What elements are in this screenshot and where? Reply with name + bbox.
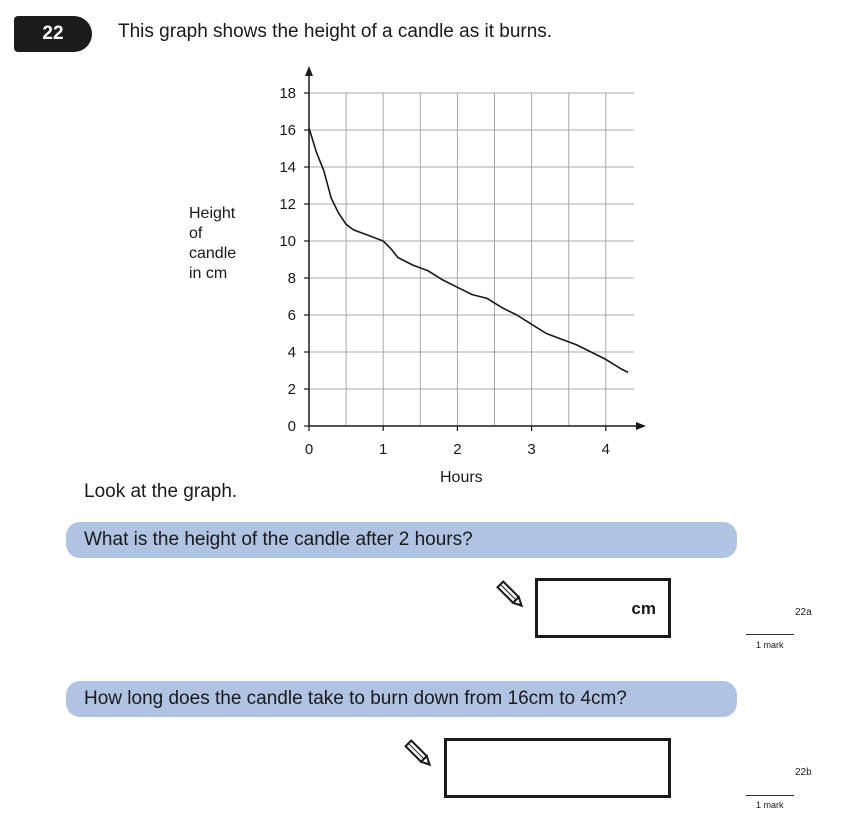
y-axis-arrow	[305, 66, 313, 76]
mark-divider	[746, 634, 794, 635]
y-tick-label: 10	[279, 233, 296, 250]
chart-y-axis-label	[189, 204, 236, 284]
part-b-prompt-text: How long does the candle take to burn down from 16cm to 4cm?	[84, 688, 627, 709]
answer-unit: cm	[631, 599, 656, 618]
y-label-line: of	[189, 225, 203, 242]
y-tick-label: 18	[279, 85, 296, 102]
part-a-mark-code: 22a	[795, 607, 812, 618]
y-tick-label: 16	[279, 122, 296, 139]
y-tick-label: 4	[287, 344, 296, 361]
x-tick-label: 4	[601, 441, 610, 458]
part-b-prompt	[66, 681, 737, 717]
part-a-answer-box[interactable]	[535, 578, 671, 638]
y-label-line: candle	[189, 245, 237, 262]
x-tick-label: 0	[304, 441, 314, 458]
part-b-mark-code: 22b	[795, 767, 812, 778]
part-a-mark-text: 1 mark	[756, 640, 784, 650]
x-tick-label: 3	[527, 441, 536, 458]
part-b-mark-text: 1 mark	[756, 800, 784, 810]
part-a-prompt	[66, 522, 737, 558]
chart-ticks	[279, 85, 610, 458]
chart-grid	[309, 93, 634, 426]
question-number: 22	[42, 23, 64, 44]
y-label-line: in cm	[189, 265, 228, 282]
y-tick-label: 12	[279, 196, 296, 213]
chart-axes	[305, 66, 646, 430]
look-instruction: Look at the graph.	[84, 481, 238, 502]
candle-height-line	[309, 128, 628, 372]
y-tick-label: 2	[287, 381, 296, 398]
chart-series	[309, 128, 628, 372]
y-tick-label: 14	[279, 159, 296, 176]
pencil-icon	[404, 737, 434, 771]
x-tick-label: 1	[379, 441, 388, 458]
chart-x-axis-label: Hours	[440, 469, 483, 486]
part-a-prompt-text: What is the height of the candle after 2 hours?	[84, 529, 473, 550]
y-label-line: Height	[189, 205, 236, 222]
mark-divider	[746, 795, 794, 796]
y-tick-label: 0	[287, 418, 296, 435]
y-tick-label: 8	[287, 270, 296, 287]
y-tick-label: 6	[287, 307, 296, 324]
part-b-answer-box[interactable]	[444, 738, 671, 798]
question-intro: This graph shows the height of a candle as it burns.	[118, 21, 553, 42]
pencil-icon	[496, 578, 526, 612]
x-tick-label: 2	[453, 441, 462, 458]
x-axis-arrow	[636, 422, 646, 430]
